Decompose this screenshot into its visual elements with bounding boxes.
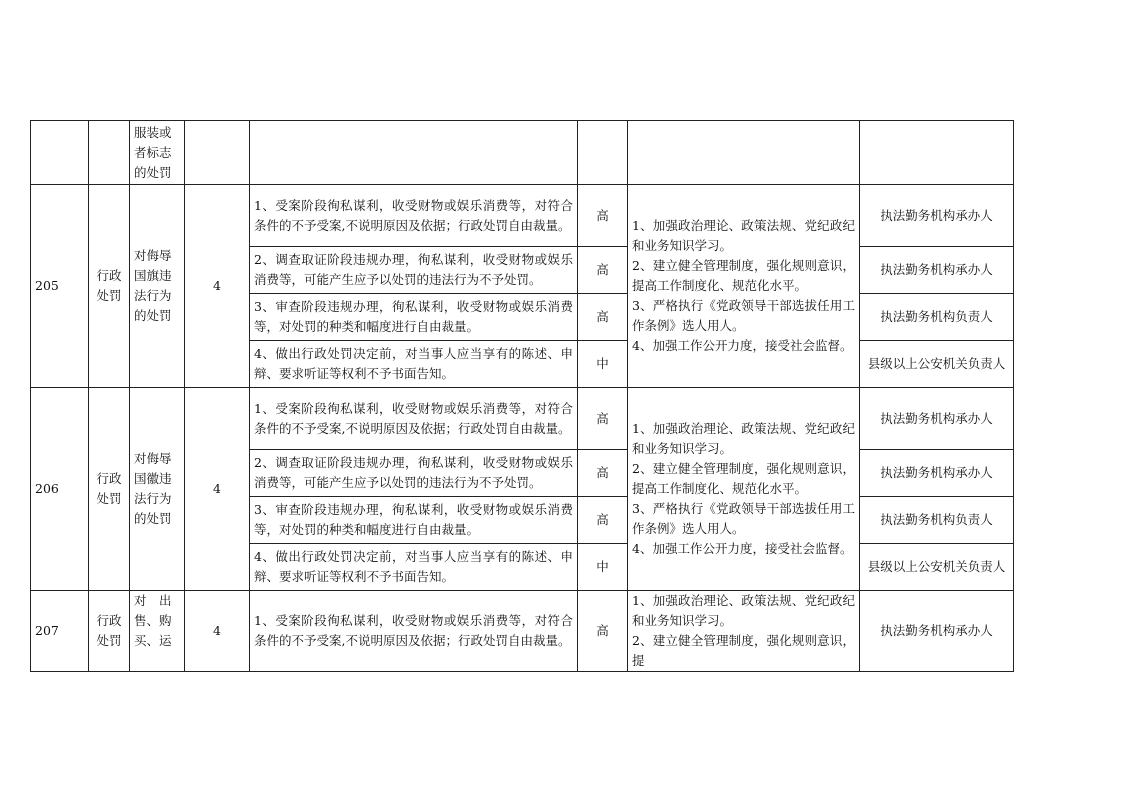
responsible-person bbox=[860, 121, 1014, 185]
power-name bbox=[130, 121, 185, 185]
prevention-measure-line: 3、严格执行《党政领导干部选拔任用工作条例》选人用人。 bbox=[632, 298, 855, 333]
prevention-measure-line: 4、加强工作公开力度，接受社会监督。 bbox=[632, 541, 853, 556]
prevention-measures bbox=[628, 121, 860, 185]
power-name-line: 买、运 bbox=[134, 633, 172, 648]
responsible-person: 执法勤务机构负责人 bbox=[860, 497, 1014, 544]
risk-grade: 高 bbox=[578, 497, 628, 544]
prevention-measure-line: 3、严格执行《党政领导干部选拔任用工作条例》选人用人。 bbox=[632, 501, 855, 536]
risk-level: 4 bbox=[185, 185, 250, 388]
responsible-person: 执法勤务机构负责人 bbox=[860, 294, 1014, 341]
prevention-measure-line: 1、加强政治理论、政策法规、党纪政纪和业务知识学习。 bbox=[632, 218, 855, 253]
responsible-person: 执法勤务机构承办人 bbox=[860, 450, 1014, 497]
power-type-line: 行政 bbox=[96, 471, 122, 486]
risk-grade: 中 bbox=[578, 341, 628, 388]
risk-grade: 高 bbox=[578, 294, 628, 341]
table-row bbox=[31, 388, 1014, 450]
power-type-line: 处罚 bbox=[96, 633, 122, 648]
responsible-person: 执法勤务机构承办人 bbox=[860, 185, 1014, 247]
responsible-person: 县级以上公安机关负责人 bbox=[860, 341, 1014, 388]
power-name-line: 对侮辱 bbox=[134, 248, 172, 263]
risk-grade: 高 bbox=[578, 247, 628, 294]
responsible-person: 县级以上公安机关负责人 bbox=[860, 544, 1014, 591]
risk-point-description: 1、受案阶段徇私谋利，收受财物或娱乐消费等，对符合条件的不予受案,不说明原因及依据；行政处罚自由裁量。 bbox=[250, 388, 578, 450]
risk-level: 4 bbox=[185, 591, 250, 672]
item-number: 206 bbox=[31, 388, 89, 591]
power-name bbox=[130, 591, 185, 672]
power-name-line: 的处罚 bbox=[134, 308, 172, 323]
power-name-line: 对 出 bbox=[134, 593, 172, 608]
prevention-measure-line: 2、建立健全管理制度，强化规则意识，提高工作制度化、规范化水平。 bbox=[632, 258, 855, 293]
risk-grade: 中 bbox=[578, 544, 628, 591]
power-name-line: 售、购 bbox=[134, 613, 172, 628]
table-row bbox=[31, 591, 1014, 672]
item-number: 207 bbox=[31, 591, 89, 672]
power-type-line: 处罚 bbox=[96, 288, 122, 303]
power-type-line: 行政 bbox=[96, 613, 122, 628]
item-number: 205 bbox=[31, 185, 89, 388]
risk-point-description bbox=[250, 121, 578, 185]
power-name-line: 服装或 bbox=[134, 124, 172, 140]
responsible-person: 执法勤务机构承办人 bbox=[860, 388, 1014, 450]
risk-grade: 高 bbox=[578, 450, 628, 497]
risk-level: 4 bbox=[185, 388, 250, 591]
risk-point-description: 3、审查阶段违规办理，徇私谋利，收受财物或娱乐消费等，对处罚的种类和幅度进行自由裁量。 bbox=[250, 294, 578, 341]
risk-point-description: 2、调查取证阶段违规办理，徇私谋利，收受财物或娱乐消费等，可能产生应予以处罚的违法行为不予处罚。 bbox=[250, 247, 578, 294]
prevention-measure-line: 4、加强工作公开力度，接受社会监督。 bbox=[632, 338, 853, 353]
risk-grade: 高 bbox=[578, 388, 628, 450]
table-row bbox=[31, 121, 1014, 185]
risk-point-description: 1、受案阶段徇私谋利，收受财物或娱乐消费等，对符合条件的不予受案,不说明原因及依据；行政处罚自由裁量。 bbox=[250, 185, 578, 247]
power-name-line: 的处罚 bbox=[134, 511, 172, 526]
risk-point-description: 1、受案阶段徇私谋利，收受财物或娱乐消费等，对符合条件的不予受案,不说明原因及依据；行政处罚自由裁量。 bbox=[250, 591, 578, 672]
power-name-line: 者标志 bbox=[134, 144, 172, 160]
prevention-measure-line: 1、加强政治理论、政策法规、党纪政纪和业务知识学习。 bbox=[632, 421, 855, 456]
risk-table bbox=[30, 120, 1014, 672]
risk-point-description: 3、审查阶段违规办理，徇私谋利，收受财物或娱乐消费等，对处罚的种类和幅度进行自由裁量。 bbox=[250, 497, 578, 544]
risk-point-description: 2、调查取证阶段违规办理，徇私谋利，收受财物或娱乐消费等，可能产生应予以处罚的违法行为不予处罚。 bbox=[250, 450, 578, 497]
prevention-measures bbox=[628, 388, 860, 591]
power-type-line: 行政 bbox=[96, 268, 122, 283]
power-type bbox=[89, 185, 130, 388]
prevention-measures bbox=[628, 591, 860, 672]
prevention-measure-line: 2、建立健全管理制度，强化规则意识，提 bbox=[632, 633, 855, 668]
prevention-measure-line: 1、加强政治理论、政策法规、党纪政纪和业务知识学习。 bbox=[632, 593, 855, 628]
power-name bbox=[130, 185, 185, 388]
table-row bbox=[31, 185, 1014, 247]
power-type bbox=[89, 591, 130, 672]
responsible-person: 执法勤务机构承办人 bbox=[860, 247, 1014, 294]
power-name-line: 对侮辱 bbox=[134, 451, 172, 466]
power-type-line: 处罚 bbox=[96, 491, 122, 506]
power-name-line: 法行为 bbox=[134, 491, 172, 506]
power-type bbox=[89, 388, 130, 591]
power-name-line: 法行为 bbox=[134, 288, 172, 303]
power-type bbox=[89, 121, 130, 185]
risk-grade: 高 bbox=[578, 591, 628, 672]
risk-point-description: 4、做出行政处罚决定前，对当事人应当享有的陈述、申辩、要求听证等权利不予书面告知。 bbox=[250, 341, 578, 388]
power-name-line: 国旗违 bbox=[134, 268, 172, 283]
risk-grade: 高 bbox=[578, 185, 628, 247]
power-name-line: 的处罚 bbox=[134, 164, 172, 180]
power-name-line: 国徽违 bbox=[134, 471, 172, 486]
risk-point-description: 4、做出行政处罚决定前，对当事人应当享有的陈述、申辩、要求听证等权利不予书面告知。 bbox=[250, 544, 578, 591]
prevention-measures bbox=[628, 185, 860, 388]
risk-grade bbox=[578, 121, 628, 185]
responsible-person: 执法勤务机构承办人 bbox=[860, 591, 1014, 672]
risk-level bbox=[185, 121, 250, 185]
power-name bbox=[130, 388, 185, 591]
item-number bbox=[31, 121, 89, 185]
prevention-measure-line: 2、建立健全管理制度，强化规则意识，提高工作制度化、规范化水平。 bbox=[632, 461, 855, 496]
